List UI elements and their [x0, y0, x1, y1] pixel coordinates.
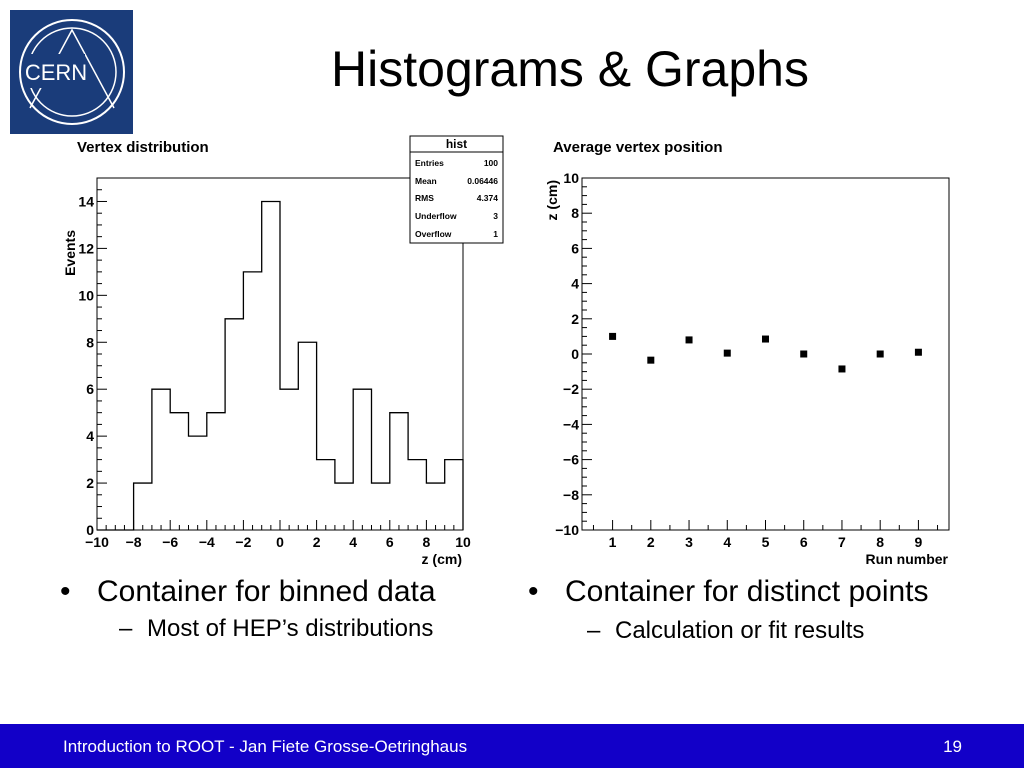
x-tick-label: 10 — [455, 534, 471, 550]
histogram-outline — [97, 201, 463, 530]
x-tick-label: −8 — [125, 534, 142, 550]
y-tick-label: 6 — [86, 381, 94, 398]
stats-label-rms: RMS — [415, 193, 434, 203]
x-tick-label: −10 — [85, 534, 109, 550]
y-tick-label: 10 — [78, 287, 94, 304]
y-tick-label: 0 — [571, 346, 579, 362]
graph-title: Average vertex position — [553, 139, 723, 156]
footer-text: Introduction to ROOT - Jan Fiete Grosse-Oetringhaus — [63, 737, 468, 756]
bullets-left — [52, 572, 522, 646]
data-point — [800, 351, 807, 358]
histogram-title: Vertex distribution — [77, 139, 209, 156]
histogram-chart — [50, 128, 510, 573]
stats-value-overflow: 1 — [493, 229, 498, 239]
y-tick-label: 10 — [563, 170, 579, 186]
y-tick-label: 12 — [78, 240, 94, 257]
y-tick-label: −4 — [563, 416, 579, 433]
graph-chart — [535, 128, 960, 573]
slide-title: Histograms & Graphs — [331, 41, 809, 97]
x-tick-label: −4 — [198, 534, 215, 550]
footer-bar — [0, 724, 1024, 768]
stats-label-overflow: Overflow — [415, 229, 452, 239]
bullet-distinct-points: • Container for distinct points — [520, 572, 960, 612]
y-tick-label: 14 — [78, 193, 94, 210]
graph-xlabel: Run number — [865, 551, 948, 567]
y-tick-label: 4 — [571, 275, 579, 292]
x-tick-label: 2 — [312, 534, 321, 550]
data-point — [609, 333, 616, 340]
y-tick-label: 8 — [571, 205, 579, 222]
stats-label-underflow: Underflow — [415, 211, 457, 221]
data-point — [724, 350, 731, 357]
stats-label-entries: Entries — [415, 158, 444, 168]
histogram-ylabel: Events — [62, 230, 78, 276]
x-tick-label: 9 — [914, 534, 923, 550]
stats-value-mean: 0.06446 — [467, 176, 498, 186]
y-tick-label: 0 — [86, 522, 94, 538]
y-tick-label: 2 — [86, 475, 94, 492]
y-tick-label: −10 — [555, 522, 579, 538]
x-tick-label: 6 — [385, 534, 394, 550]
stats-value-rms: 4.374 — [476, 193, 498, 203]
y-tick-label: 8 — [86, 334, 94, 351]
x-tick-label: 7 — [838, 534, 846, 550]
stats-label-mean: Mean — [415, 176, 437, 186]
graph-ylabel: z (cm) — [544, 180, 560, 221]
graph-frame — [582, 178, 949, 530]
sub-bullet-fit-results: – Calculation or fit results — [520, 614, 960, 648]
y-tick-label: −2 — [563, 381, 579, 398]
data-point — [877, 351, 884, 358]
x-tick-label: 1 — [608, 534, 617, 550]
page-number: 19 — [943, 737, 962, 756]
sub-bullet-hep-distributions: – Most of HEP’s distributions — [52, 612, 522, 646]
x-tick-label: −2 — [235, 534, 252, 550]
x-tick-label: 5 — [761, 534, 770, 550]
y-tick-label: 6 — [571, 240, 579, 257]
bullets-right — [520, 572, 960, 648]
x-tick-label: 2 — [646, 534, 655, 550]
y-tick-label: 4 — [86, 428, 94, 445]
stats-box-title: hist — [445, 137, 468, 151]
x-tick-label: −6 — [162, 534, 179, 550]
x-tick-label: 8 — [876, 534, 885, 550]
y-tick-label: −6 — [563, 451, 579, 468]
stats-box — [410, 136, 503, 243]
logo-text: CERN — [24, 60, 88, 85]
x-tick-label: 4 — [723, 534, 732, 550]
x-tick-label: 4 — [349, 534, 358, 550]
data-point — [838, 365, 845, 372]
bullet-binned-data: • Container for binned data — [52, 572, 522, 612]
y-tick-label: 2 — [571, 310, 579, 327]
stats-value-underflow: 3 — [493, 211, 498, 221]
cern-logo — [10, 10, 133, 134]
y-tick-label: −8 — [563, 486, 579, 503]
stats-value-entries: 100 — [483, 158, 498, 168]
x-tick-label: 8 — [422, 534, 431, 550]
data-point — [647, 357, 654, 364]
x-tick-label: 6 — [799, 534, 808, 550]
x-tick-label: 3 — [685, 534, 693, 550]
data-point — [686, 336, 693, 343]
histogram-xlabel: z (cm) — [421, 551, 462, 567]
data-point — [915, 349, 922, 356]
data-point — [762, 336, 769, 343]
x-tick-label: 0 — [276, 534, 284, 550]
